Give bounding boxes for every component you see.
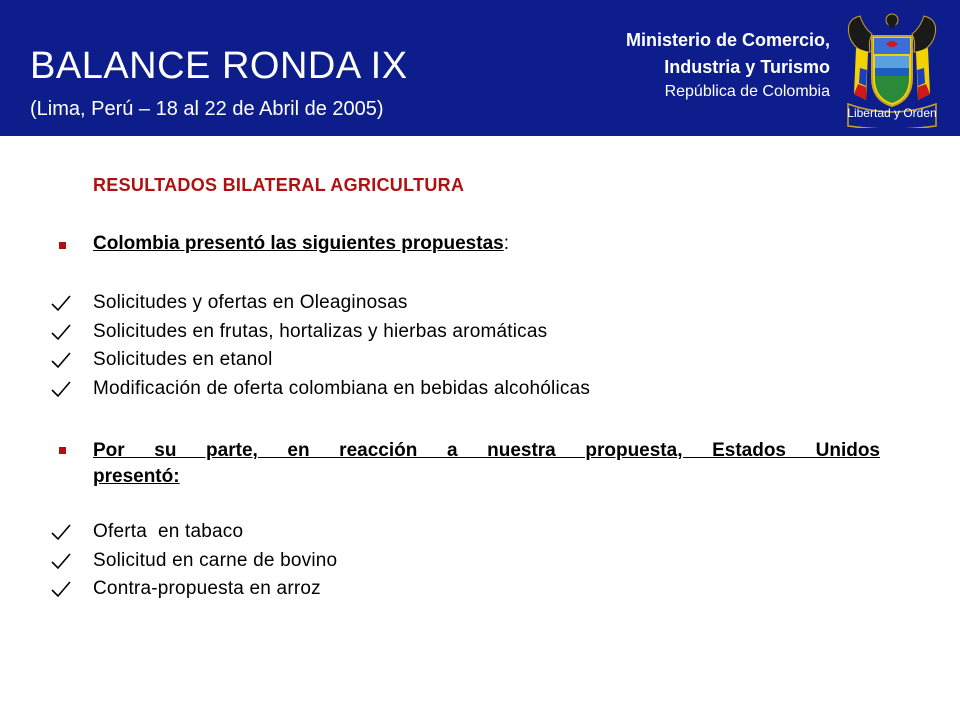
ministry-block	[626, 27, 830, 103]
checkmark-icon	[50, 379, 72, 399]
square-bullet-icon	[59, 447, 66, 454]
page-title: BALANCE RONDA IX	[30, 45, 408, 87]
checkmark-icon	[50, 522, 72, 542]
crest-motto: Libertad y Orden	[847, 106, 937, 120]
list-item	[50, 547, 338, 575]
square-bullet-icon	[59, 242, 66, 249]
list-item-text: Contra-propuesta en arroz	[93, 578, 321, 599]
list-item	[50, 575, 321, 603]
list-item-text: Solicitudes y ofertas en Oleaginosas	[93, 292, 408, 313]
list-item-text: Modificación de oferta colombiana en bebidas alcohólicas	[93, 378, 591, 399]
list-item-text: Solicitud en carne de bovino	[93, 550, 338, 571]
section-title: RESULTADOS BILATERAL AGRICULTURA	[93, 175, 465, 195]
block1-heading-suffix: :	[503, 233, 509, 254]
checkmark-icon	[50, 322, 72, 342]
list-item-text: Solicitudes en frutas, hortalizas y hierbas aromáticas	[93, 321, 548, 342]
list-item	[50, 518, 244, 546]
checkmark-icon	[50, 293, 72, 313]
list-item-text: Solicitudes en etanol	[93, 349, 273, 370]
ministry-line3: República de Colombia	[664, 83, 830, 100]
checkmark-icon	[50, 350, 72, 370]
block1-heading	[93, 233, 509, 255]
block2-heading-line1: Por su parte, en reacción a nuestra propuesta, Estados Unidos	[93, 440, 880, 461]
list-item	[50, 318, 548, 346]
ministry-line2: Industria y Turismo	[664, 57, 830, 77]
block2-heading-line2: presentó:	[93, 466, 180, 487]
header-banner	[0, 0, 960, 136]
list-item-text: Oferta en tabaco	[93, 521, 244, 542]
page-subtitle: (Lima, Perú – 18 al 22 de Abril de 2005)	[30, 98, 384, 120]
list-item	[50, 289, 408, 317]
checkmark-icon	[50, 551, 72, 571]
list-item	[50, 346, 273, 374]
block1-heading-text: Colombia presentó las siguientes propuestas	[93, 233, 504, 254]
checkmark-icon	[50, 579, 72, 599]
ministry-line1: Ministerio de Comercio,	[625, 30, 830, 50]
list-item	[50, 375, 591, 403]
